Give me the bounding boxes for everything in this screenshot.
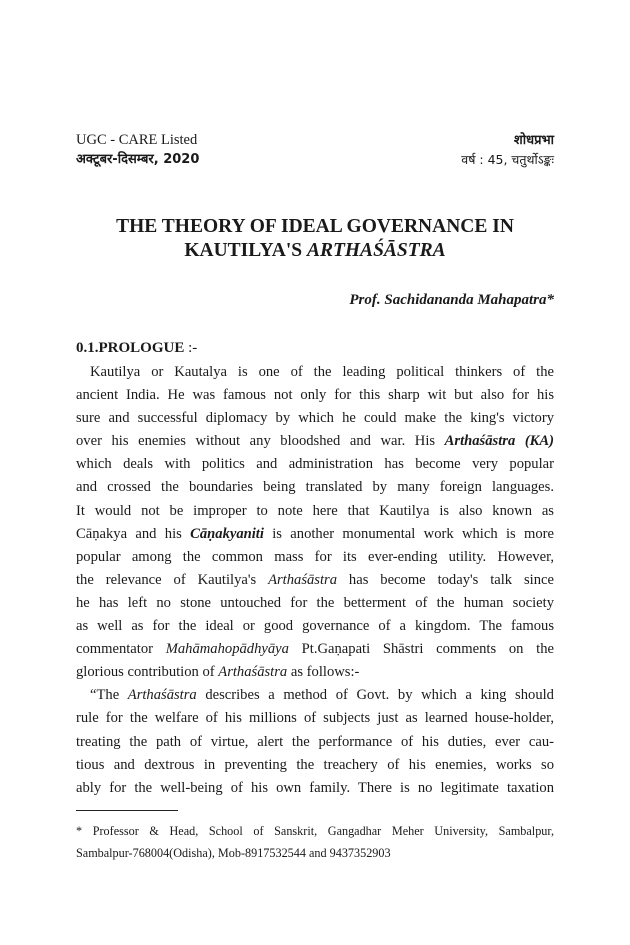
body-fragment: the relevance of Kautilya's (76, 571, 269, 588)
body-line (76, 638, 554, 661)
body-line: rule for the welfare of his millions of subjects just as learned house-holder, (76, 710, 554, 727)
journal-listing: UGC - CARE Listed (76, 132, 198, 148)
body-line (76, 523, 554, 546)
body-line: tious and dextrous in preventing the treachery of his enemies, works so (76, 756, 554, 773)
italic-term: Arthaśāstra (268, 571, 338, 588)
title-line-2-plain: KAUTILYA'S (184, 240, 307, 261)
author-name: Prof. Sachidananda Mahapatra* (349, 292, 554, 308)
volume-issue: वर्ष : 45, चतुर्थोऽङ्कः (461, 152, 554, 167)
running-header-left (76, 131, 199, 169)
body-line (76, 684, 554, 707)
body-line (76, 661, 554, 684)
footnote-divider (76, 810, 178, 811)
body-fragment: as follows:- (287, 664, 360, 681)
title-line-2-italic: ARTHAŚĀSTRA (306, 240, 446, 261)
title-line-2 (76, 239, 554, 263)
italic-term: Mahāmahopādhyāya (165, 641, 289, 658)
italic-term: Arthaśāstra (218, 664, 288, 681)
body-fragment: Pt.Gaṇapati Shāstri comments on the (288, 641, 554, 658)
body-line: Kautilya or Kautalya is one of the leading political thinkers of the (90, 364, 554, 380)
section-number: 0.1. (76, 340, 99, 356)
body-line (76, 569, 554, 592)
italic-term: Arthaśāstra (127, 687, 197, 704)
body-fragment: describes a method of Govt. by which a king should (196, 687, 554, 704)
body-text (76, 361, 554, 800)
canakyaniti-emphasis: Cāṇakyaniti (190, 525, 264, 542)
issue-date: अक्टूबर-दिसम्बर, 2020 (76, 152, 200, 167)
body-line: ably for the well-being of his own family. There is no legitimate taxation (76, 779, 554, 796)
body-line: which deals with politics and administration has become very popular (76, 456, 554, 473)
body-line: popular among the common mass for its ever-ending utility. However, (76, 548, 554, 565)
body-fragment: over his enemies without any bloodshed and war. His (76, 433, 445, 450)
section-suffix: :- (184, 340, 198, 356)
running-header-right (461, 131, 554, 169)
body-fragment: has become today's talk since (337, 571, 554, 588)
footnote-line: Sambalpur-768004(Odisha), Mob-8917532544 and 9437352903 (76, 846, 391, 860)
section-title: PROLOGUE (98, 340, 185, 356)
section-heading (76, 340, 197, 357)
body-line: It would not be improper to note here that Kautilya is also known as (76, 502, 554, 519)
title-line-1: THE THEORY OF IDEAL GOVERNANCE IN (116, 216, 514, 237)
body-fragment: is another monumental work which is more (263, 525, 554, 542)
body-line: and crossed the boundaries being translated by many foreign languages. (76, 479, 554, 496)
article-title (76, 215, 554, 263)
body-line: ancient India. He was famous not only for this sharp wit but also for his (76, 387, 554, 404)
body-fragment: commentator (76, 641, 166, 658)
body-fragment: glorious contribution of (76, 664, 219, 681)
body-line: treating the path of virtue, alert the performance of his duties, ever cau- (76, 733, 554, 750)
body-fragment: Cāṇakya and his (76, 525, 191, 542)
body-line: sure and successful diplomacy by which he could make the king's victory (76, 410, 554, 427)
body-line: as well as for the ideal or good governance of a kingdom. The famous (76, 618, 554, 635)
arthasastra-emphasis: Arthaśāstra (KA) (444, 433, 555, 450)
journal-name: शोधप्रभा (513, 133, 554, 148)
footnote (76, 820, 554, 864)
footnote-line: * Professor & Head, School of Sanskrit, Gangadhar Meher University, Sambalpur, (76, 824, 554, 838)
body-line (76, 430, 554, 453)
body-fragment: “The (90, 687, 128, 704)
body-line: he has left no stone untouched for the betterment of the human society (76, 594, 554, 611)
